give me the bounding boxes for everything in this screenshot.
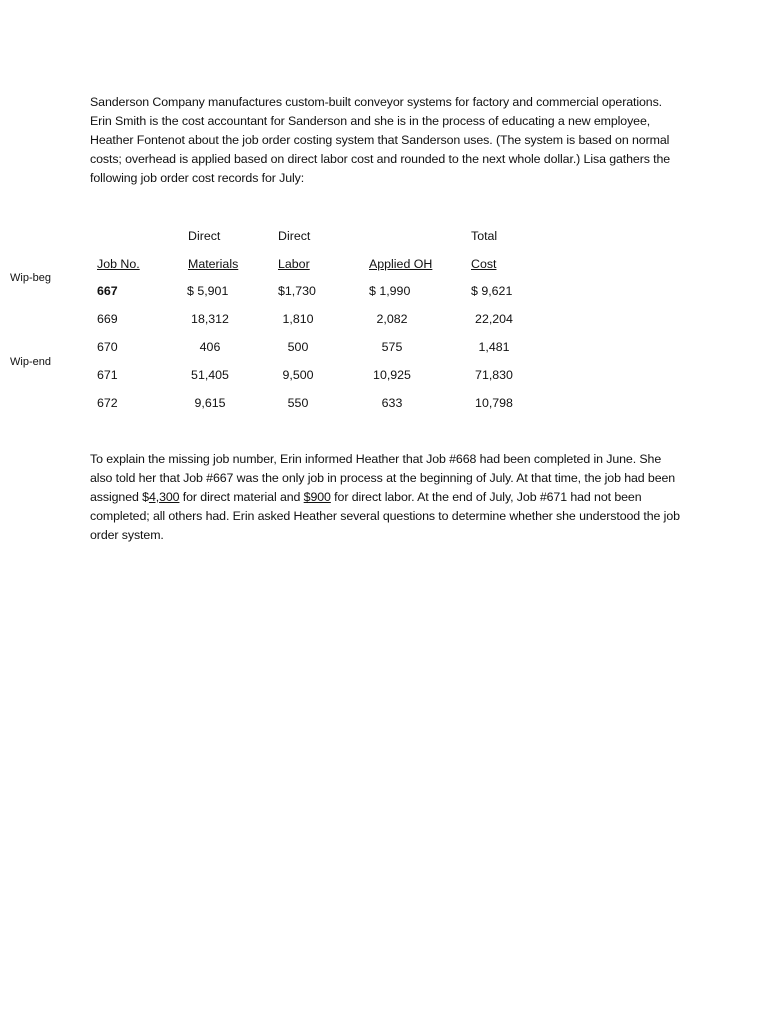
total-cost-value: 71,830: [475, 368, 513, 382]
applied-oh-value: 575: [381, 340, 403, 354]
job-number: 670: [97, 340, 118, 354]
header-direct-materials-top: Direct: [188, 229, 221, 243]
direct-labor-value: 550: [287, 396, 309, 410]
job-number: 671: [97, 368, 118, 382]
direct-labor-amount: $900: [303, 490, 331, 504]
job-number: 669: [97, 312, 118, 326]
job-number: 667: [97, 284, 118, 298]
wip-beg-label: Wip-beg: [10, 272, 51, 284]
explanation-text-part3: for direct labor. At the end of July, Job #671 had not been completed; all others had. Erin asked Heather several questions to determine whether she understood the job order system.: [90, 490, 680, 542]
total-cost-value: 1,481: [478, 340, 510, 354]
applied-oh-value: 633: [381, 396, 403, 410]
direct-labor-value: $1,730: [278, 284, 316, 298]
direct-materials-value: 51,405: [191, 368, 229, 382]
header-applied-oh: Applied OH: [369, 257, 433, 271]
explanation-paragraph: [90, 450, 680, 545]
direct-materials-value: 9,615: [194, 396, 226, 410]
applied-oh-value: 10,925: [373, 368, 411, 382]
direct-labor-value: 500: [287, 340, 309, 354]
direct-materials-value: 406: [199, 340, 221, 354]
header-direct-labor: Labor: [278, 257, 310, 271]
explanation-text-part1: To explain the missing job number, Erin informed Heather that Job #668 had been completed in June. She also told her that Job #667 was the only job in process at the beginning of July. At that time, the job had been assigned $: [90, 452, 676, 504]
direct-labor-value: 1,810: [282, 312, 314, 326]
job-number: 672: [97, 396, 118, 410]
header-total-cost-top: Total: [471, 229, 498, 243]
direct-materials-value: $ 5,901: [187, 284, 229, 298]
header-direct-materials: Materials: [188, 257, 239, 271]
applied-oh-value: 2,082: [376, 312, 408, 326]
applied-oh-value: $ 1,990: [369, 284, 411, 298]
intro-paragraph: Sanderson Company manufactures custom-built conveyor systems for factory and commercial operations. Erin Smith is the cost accountant for Sanderson and she is in the process of educating a new employee, Heather Fontenot about the job order costing system that Sanderson uses. (The system is based on normal costs; overhead is applied based on direct labor cost and rounded to the next whole dollar.) Lisa gathers the following job order cost records for July:: [90, 95, 671, 185]
direct-material-amount: 4,300: [148, 490, 180, 504]
header-job-no: Job No.: [97, 257, 140, 271]
direct-labor-value: 9,500: [282, 368, 314, 382]
header-total-cost: Cost: [471, 257, 497, 271]
direct-materials-value: 18,312: [191, 312, 229, 326]
total-cost-value: 10,798: [475, 396, 513, 410]
header-direct-labor-top: Direct: [278, 229, 311, 243]
explanation-text-part2: for direct material and: [179, 490, 304, 504]
wip-end-label: Wip-end: [10, 356, 51, 368]
total-cost-value: 22,204: [475, 312, 513, 326]
total-cost-value: $ 9,621: [471, 284, 513, 298]
